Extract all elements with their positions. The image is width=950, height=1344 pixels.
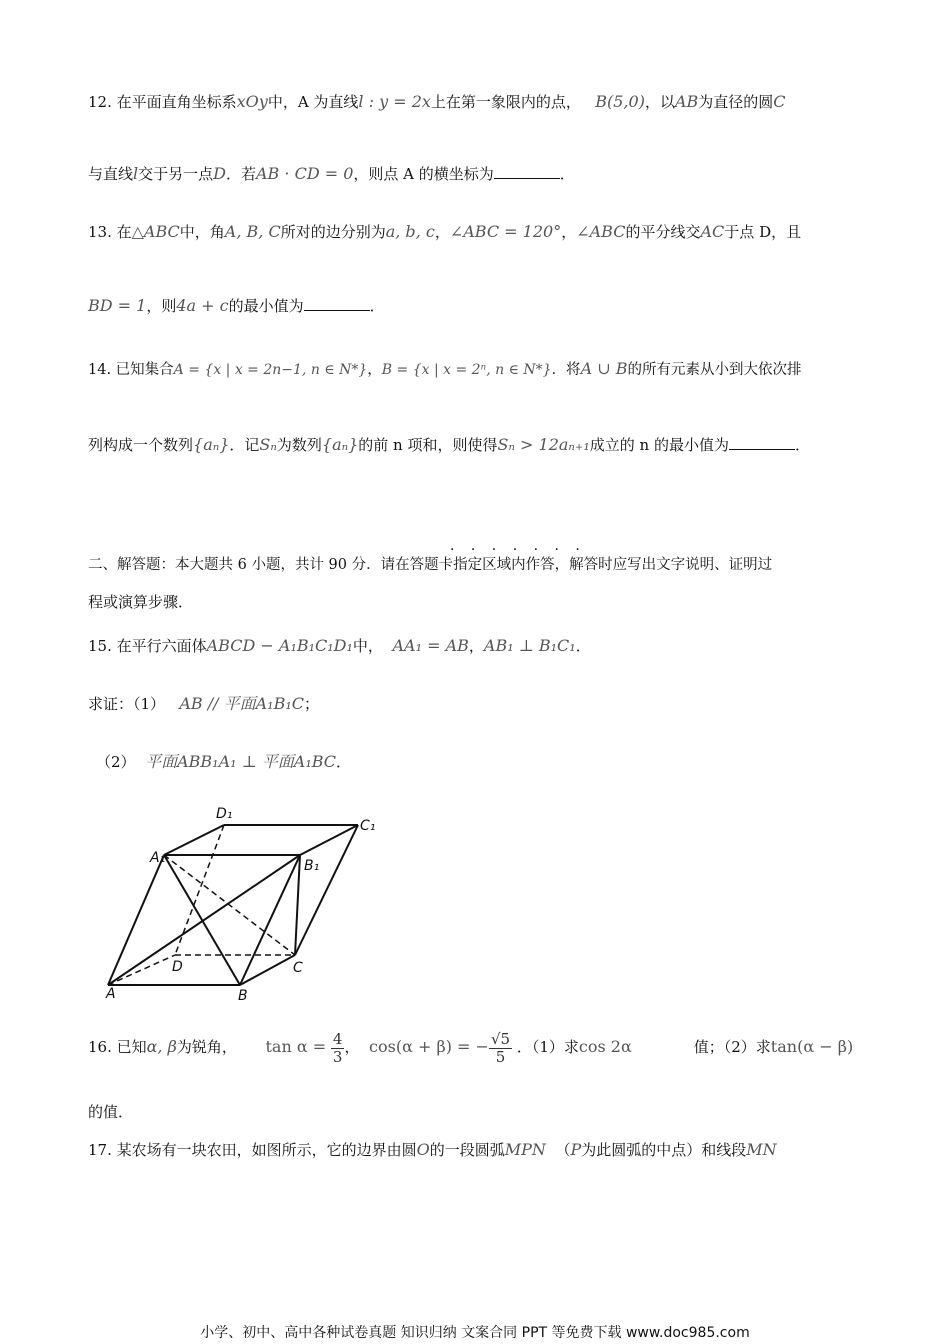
math: A = {x | x = 2n−1, n ∈ N*}: [173, 362, 368, 378]
label-C1: C₁: [360, 818, 376, 834]
math: B(5,0): [595, 92, 645, 111]
section2-line-2: 程或演算步骤．: [88, 593, 194, 611]
fraction-4-3: $\frac{4}{3}$: [332, 1029, 343, 1066]
math: 4a + c: [176, 296, 229, 315]
answer-blank: [494, 164, 560, 179]
fraction-sqrt5-5: $\frac{√5}{5}$: [490, 1029, 511, 1066]
math: Sₙ > 12aₙ₊₁: [497, 435, 590, 454]
math: {aₙ}: [193, 435, 230, 454]
math: ∠ABC: [576, 222, 626, 241]
math: l: [133, 164, 139, 183]
q16-line-1: 16. 已知α, β为锐角， tan α = $\frac{4}{3}$ ， cos(α + β) = − $\frac{√5}{5}$ ．（1）求cos 2α 值；（2）求tan(α − β): [88, 1029, 854, 1066]
math: xOy: [236, 92, 268, 111]
math: AA₁ = AB: [392, 636, 469, 655]
answer-blank: [729, 435, 795, 450]
q14-line-1: 14. 已知集合A = {x | x = 2n−1, n ∈ N*}，B = {x | x = 2ⁿ, n ∈ N*}．将A ∪ B的所有元素从小到大依次排: [88, 359, 802, 378]
math: O: [416, 1140, 430, 1159]
label-A1: A₁: [150, 850, 166, 866]
q15-line-2: 求证：（1） AB // 平面A₁B₁C；: [88, 694, 320, 713]
parallelepiped-figure: [100, 800, 400, 1010]
math: AB // 平面A₁B₁C: [179, 694, 305, 713]
math: α, β: [146, 1037, 177, 1056]
math: AC: [700, 222, 725, 241]
answer-blank: [304, 296, 370, 311]
math: Sₙ: [259, 435, 277, 454]
math: cos(α + β) = −: [369, 1037, 489, 1056]
math: a, b, c: [385, 222, 435, 241]
edge-BC: [240, 955, 295, 985]
math: C: [773, 92, 786, 111]
math: A, B, C: [224, 222, 281, 241]
q13-line-1: 13. 在△ABC中，角A, B, C所对的边分别为a, b, c，∠ABC = 120°，∠ABC的平分线交AC于点 D，且: [88, 222, 802, 241]
math: D: [213, 164, 226, 183]
math: MPN: [504, 1140, 546, 1159]
math: ∠ABC = 120°: [449, 222, 562, 241]
q17-line-1: 17. 某农场有一块农田，如图所示，它的边界由圆O的一段圆弧MPN （P为此圆弧的中点）和线段MN: [88, 1140, 777, 1159]
math: A ∪ B: [580, 359, 628, 378]
math: cos 2α: [578, 1037, 632, 1056]
q12-line-1: 12. 在平面直角坐标系xOy中，A 为直线l : y = 2x上在第一象限内的点， B(5,0)，以AB为直径的圆C: [88, 92, 786, 111]
label-A: A: [106, 986, 116, 1002]
label-D1: D₁: [216, 806, 233, 822]
q15-line-3: （2） 平面ABB₁A₁ ⊥ 平面A₁BC．: [96, 752, 352, 771]
math: AB: [674, 92, 699, 111]
math: tan α =: [265, 1037, 327, 1056]
q15-line-1: 15. 在平行六面体ABCD − A₁B₁C₁D₁中， AA₁ = AB，AB₁ ⊥ B₁C₁．: [88, 636, 591, 655]
label-D: D: [172, 959, 183, 975]
math: BD = 1: [88, 296, 147, 315]
math: l : y = 2x: [358, 92, 431, 111]
math: △ABC: [131, 222, 180, 241]
math: B = {x | x = 2ⁿ, n ∈ N*}: [381, 362, 552, 378]
edge-A1D1: [164, 825, 224, 855]
footer-ad: 小学、初中、高中各种试卷真题 知识归纳 文案合同 PPT 等免费下载 www.doc985.com: [200, 1325, 750, 1341]
math: 平面ABB₁A₁ ⊥ 平面A₁BC: [145, 752, 337, 771]
edge-CC1: [295, 825, 358, 955]
math: ABCD − A₁B₁C₁D₁: [206, 636, 353, 655]
edge-C1B1: [300, 825, 358, 855]
math: AB · CD = 0: [256, 164, 354, 183]
label-B1: B₁: [304, 858, 320, 874]
q16-line-2: 的值．: [88, 1103, 134, 1121]
q13-line-2: BD = 1，则4a + c的最小值为 ．: [88, 296, 385, 315]
edge-B1C: [295, 855, 300, 955]
q14-line-2: 列构成一个数列{aₙ}．记Sₙ为数列{aₙ}的前 n 项和，则使得Sₙ > 12aₙ₊₁成立的 n 的最小值为 ．: [88, 435, 810, 454]
math: {aₙ}: [321, 435, 359, 454]
label-C: C: [293, 960, 303, 976]
hidden-edge-A1C: [164, 855, 295, 955]
emphasis-dots: · · · · · · ·: [450, 542, 586, 558]
math: P: [570, 1140, 582, 1159]
section2-line-1: 二、解答题：本大题共 6 小题，共计 90 分．请在答题卡指定区域内作答，解答时应写出文字说明、证明过: [88, 557, 773, 573]
math: MN: [746, 1140, 777, 1159]
math: tan(α − β): [770, 1037, 854, 1056]
math: AB₁ ⊥ B₁C₁: [483, 636, 576, 655]
label-B: B: [238, 988, 248, 1004]
q12-line-2: 与直线l交于另一点D．若AB · CD = 0，则点 A 的横坐标为 ．: [88, 164, 575, 183]
